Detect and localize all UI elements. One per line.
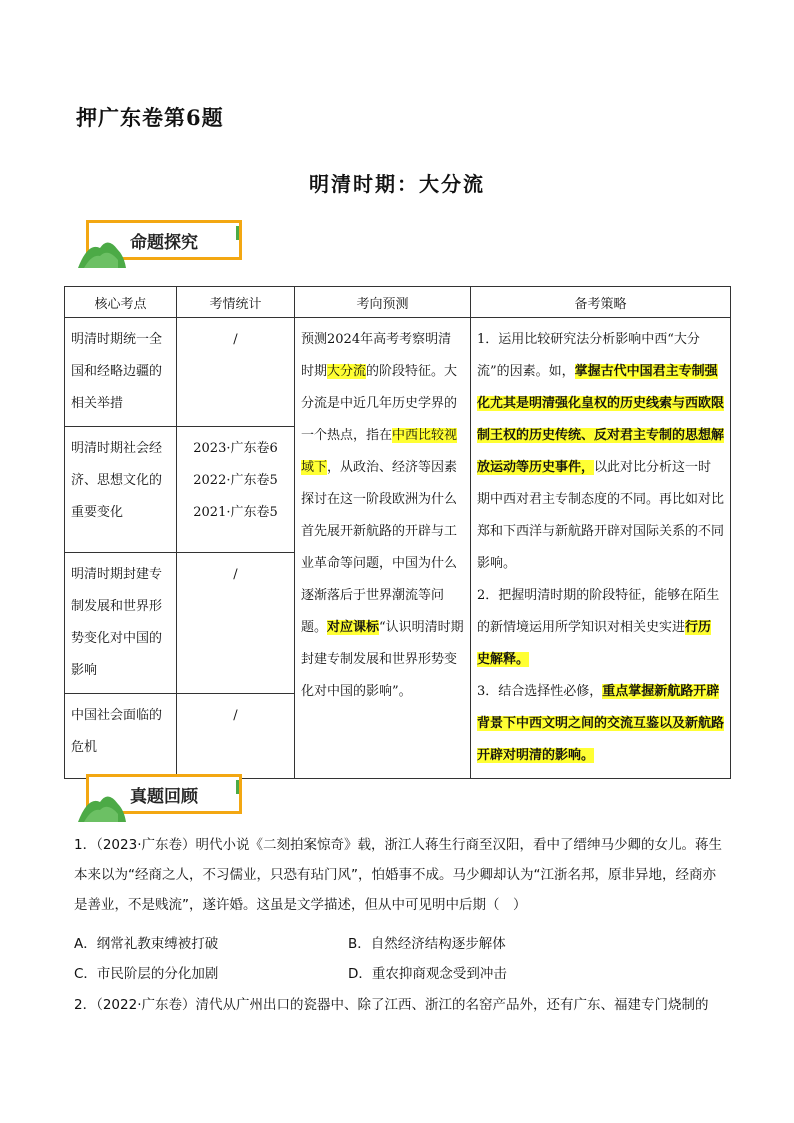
header-topic: 核心考点 [65,287,177,318]
highlight: 掌握古代中国君主专制强化尤其是明清强化皇权的历史线索与西欧限制王权的历史传统、反对君主专制的思想解放运动等历史事件， [477,364,725,475]
highlight: 重点掌握新航路开辟背景下中西文明之间的交流互鉴以及新航路开辟对明清的影响。 [477,684,725,763]
header-prediction: 考向预测 [295,287,471,318]
highlight: 大分流 [327,364,367,379]
topic-cell: 明清时期封建专制发展和世界形势变化对中国的影响 [65,552,177,693]
table-header-row [65,287,731,318]
section-banner-review [78,770,246,820]
question-1: 1．（2023·广东卷）明代小说《二刻拍案惊奇》载，浙江人蒋生行商至汉阳，看中了缙绅马少卿的女儿。蒋生本来以为“经商之人，不习儒业，只恐有玷门风”，怕婚事不成。马少卿却认为“江浙名邦，原非异地，经商亦是善业，不是贱流”，遂许婚。这虽是文学描述，但从中可见明中后期（ ） [74,837,722,913]
hill-icon [78,234,126,268]
page-title: 押广东卷第6题 [76,105,224,130]
topic-cell: 明清时期社会经济、思想文化的重要变化 [65,427,177,552]
hill-icon [78,788,126,822]
banner-tick [236,226,239,240]
stats-cell: / [177,552,295,693]
stats-cell: 2023·广东卷6 2022·广东卷5 2021·广东卷5 [177,427,295,552]
header-strategy: 备考策略 [471,287,731,318]
option-a: A．纲常礼教束缚被打破 [74,936,219,952]
highlight: 对应课标 [327,620,380,635]
stats-cell: / [177,693,295,778]
exam-analysis-table [64,286,731,779]
strategy-cell: 1．运用比较研究法分析影响中西“大分流”的因素。如，掌握古代中国君主专制强化尤其是明清强化皇权的历史线索与西欧限制王权的历史传统、反对君主专制的思想解放运动等历史事件，以此对比分析这一时期中西对君主专制态度的不同。再比如对比郑和下西洋与新航路开辟对国际关系的不同影响。 2．把握明清时期的阶段特征，能够在陌生的新情境运用所学知识对相关史实进行历史解释。 3．结合选择性必修，重点掌握新航路开辟背景下中西文明之间的交流互鉴以及新航路开辟对明清的影响。 [471,318,731,779]
highlight: 中西比较视域下 [301,428,458,475]
topic-cell: 中国社会面临的危机 [65,693,177,778]
table-row [65,318,731,427]
page-subtitle: 明清时期：大分流 [309,172,485,196]
section-banner-explore [78,216,246,266]
question-2: 2．（2022·广东卷）清代从广州出口的瓷器中、除了江西、浙江的名窑产品外，还有广东、福建专门烧制的 [74,997,709,1013]
banner-tick [236,780,239,794]
topic-cell: 明清时期统一全国和经略边疆的相关举措 [65,318,177,427]
option-b: B．自然经济结构逐步解体 [348,936,506,952]
stats-cell: / [177,318,295,427]
banner-label: 命题探究 [86,220,242,260]
highlight: 行历史解释。 [477,620,712,667]
option-c: C．市民阶层的分化加剧 [74,966,219,982]
prediction-cell: 预测2024年高考考察明清时期大分流的阶段特征。大分流是中近几年历史学界的一个热点，指在中西比较视域下，从政治、经济等因素探讨在这一阶段欧洲为什么首先展开新航路的开辟与工业革命等问题，中国为什么逐渐落后于世界潮流等问题。对应课标“认识明清时期封建专制发展和世界形势变化对中国的影响”。 [295,318,471,779]
banner-label: 真题回顾 [86,774,242,814]
option-d: D．重农抑商观念受到冲击 [348,966,507,982]
header-stats: 考情统计 [177,287,295,318]
